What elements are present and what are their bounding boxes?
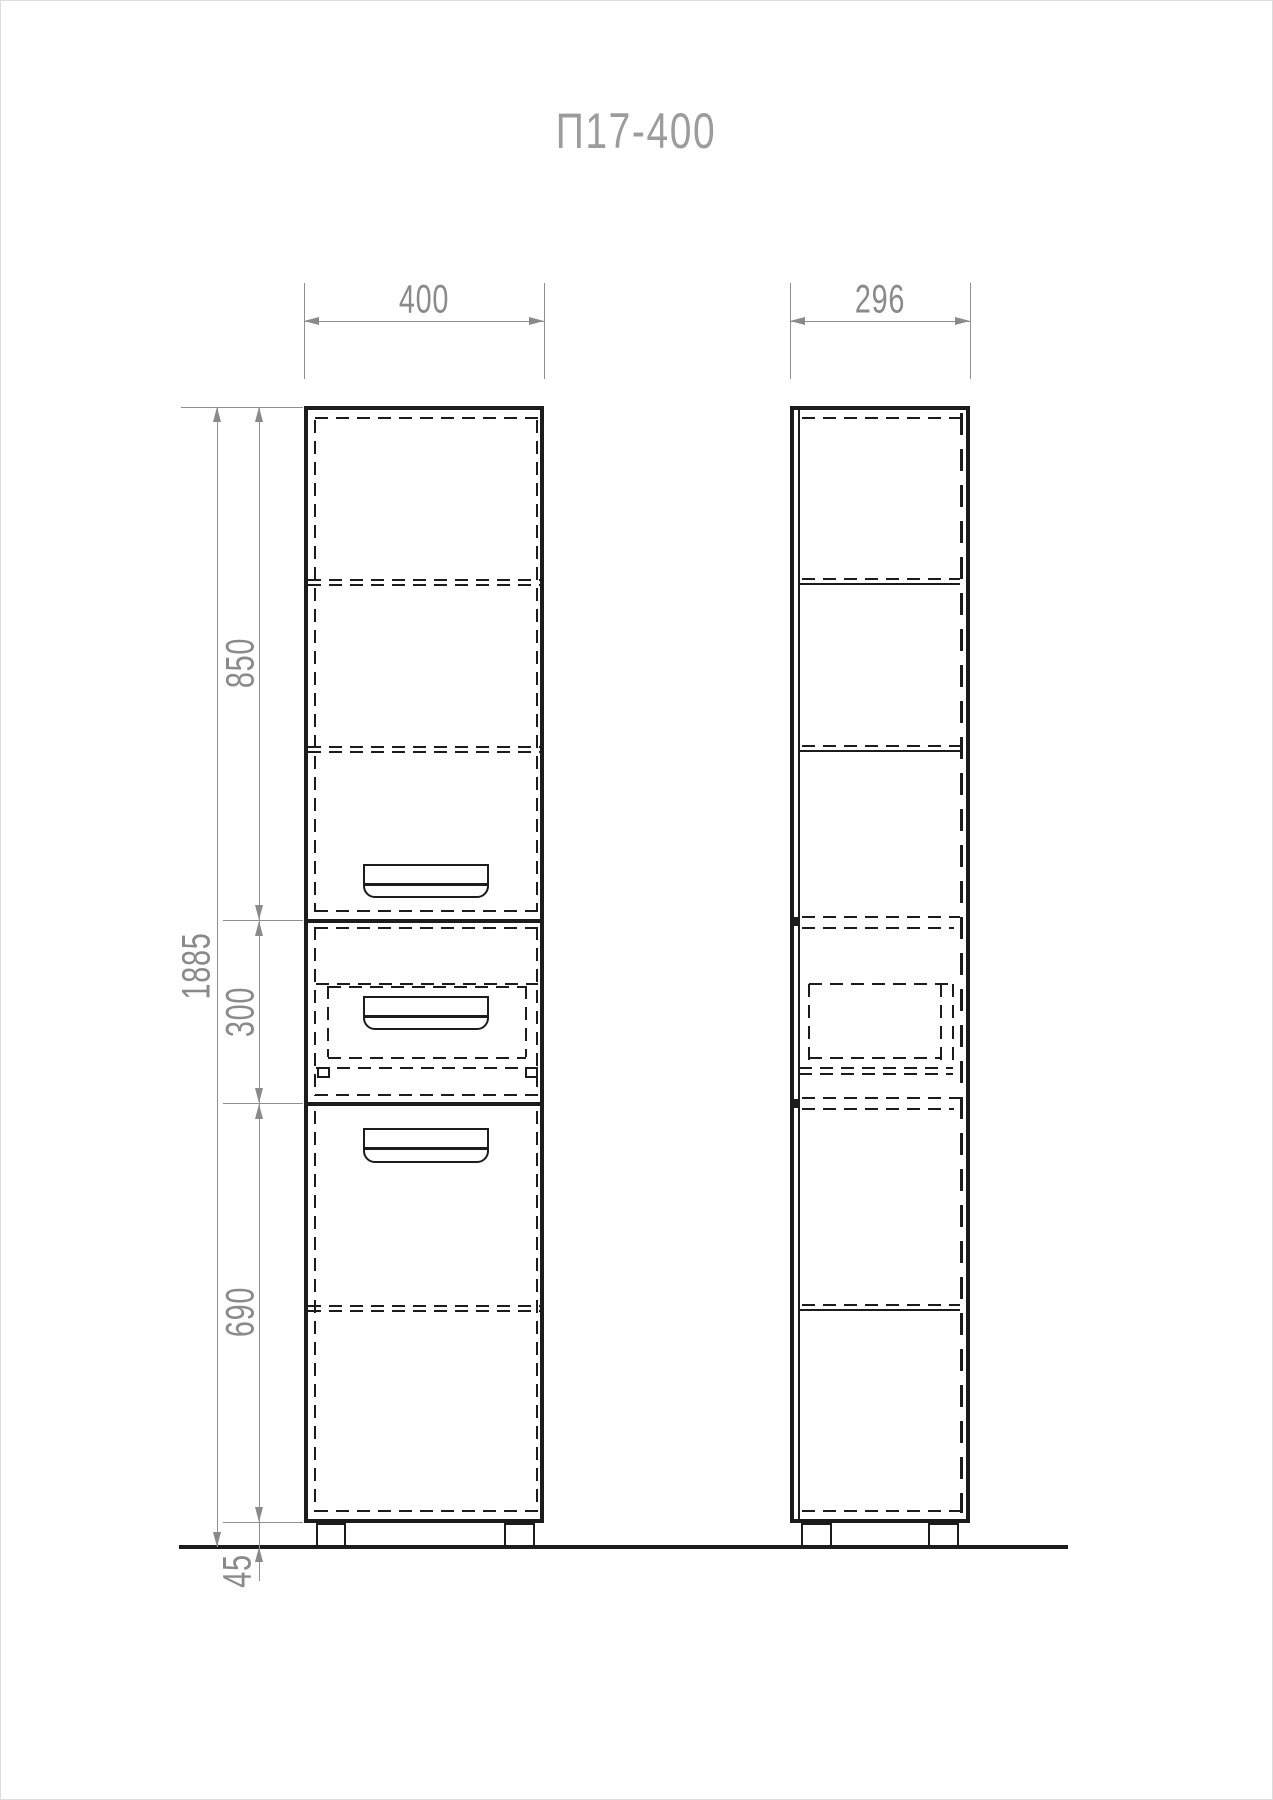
extension-line bbox=[544, 283, 545, 379]
side-drawer-hidden-front bbox=[952, 984, 954, 1068]
drawer-handle bbox=[363, 996, 489, 1030]
arrowhead bbox=[255, 1507, 263, 1522]
shelf-hidden-line bbox=[308, 584, 540, 586]
side-drawer-hidden-top bbox=[809, 983, 953, 985]
side-front-leg bbox=[801, 1523, 832, 1547]
shelf-hidden-line bbox=[308, 751, 540, 753]
extension-line bbox=[223, 1522, 303, 1523]
drawer-body-hidden-right bbox=[525, 986, 527, 1057]
top-door-hidden-edge-bottom bbox=[315, 910, 538, 912]
side-divider-hidden-line bbox=[802, 916, 960, 918]
dim-top-section-label: 850 bbox=[218, 637, 263, 689]
top-door-hidden-edge-left bbox=[314, 420, 316, 912]
extension-line bbox=[181, 407, 303, 408]
side-shelf-hidden-line bbox=[802, 745, 960, 747]
handle-groove-line bbox=[364, 883, 488, 886]
side-shelf-line bbox=[800, 583, 960, 585]
drawer-compartment-hidden-edge-left bbox=[314, 927, 316, 1096]
handle-groove-line bbox=[364, 1147, 488, 1150]
dim-bottom-section-label: 690 bbox=[218, 1286, 263, 1338]
extension-line bbox=[970, 283, 971, 379]
extension-line bbox=[790, 283, 791, 379]
arrowhead bbox=[255, 1088, 263, 1103]
side-divider-hidden-line bbox=[802, 927, 954, 929]
drawer-slide-hidden-line bbox=[316, 1067, 538, 1069]
arrowhead bbox=[304, 317, 319, 325]
arrowhead bbox=[790, 317, 805, 325]
side-cabinet-outline bbox=[790, 406, 970, 1523]
shelf-hidden-line bbox=[308, 1310, 540, 1312]
drawer-body-hidden-left bbox=[327, 986, 329, 1057]
arrowhead bbox=[213, 407, 221, 422]
drawer-front-hidden-top bbox=[316, 983, 538, 985]
top-door-handle bbox=[363, 864, 489, 898]
drawing-title: П17-400 bbox=[555, 103, 717, 159]
side-divider-hidden-line bbox=[802, 1097, 960, 1099]
arrowhead bbox=[529, 317, 544, 325]
front-cabinet-outline bbox=[304, 406, 544, 1523]
arrowhead bbox=[213, 1532, 221, 1547]
side-top-hidden-line bbox=[802, 417, 960, 419]
side-divider-hidden-line bbox=[802, 1108, 954, 1110]
arrowhead bbox=[955, 317, 970, 325]
arrowhead bbox=[255, 1104, 263, 1119]
front-bottom-divider bbox=[304, 1102, 544, 1106]
side-shelf-line bbox=[800, 750, 960, 752]
shelf-hidden-line bbox=[308, 1305, 540, 1307]
side-drawer-slide-hidden-line bbox=[799, 1073, 953, 1075]
front-left-leg bbox=[316, 1523, 346, 1547]
side-divider-edge-mark bbox=[790, 917, 800, 926]
dim-side-depth-label: 296 bbox=[854, 277, 906, 322]
side-back-leg bbox=[928, 1523, 959, 1547]
side-door-panel-edge bbox=[798, 410, 800, 1519]
arrowhead bbox=[255, 905, 263, 920]
extension-line bbox=[304, 283, 305, 379]
drawer-body-hidden-bottom bbox=[328, 1057, 526, 1059]
front-right-leg bbox=[504, 1523, 535, 1547]
drawer-body-hidden-top bbox=[328, 986, 526, 988]
handle-groove-line bbox=[364, 1015, 488, 1018]
arrowhead bbox=[255, 921, 263, 936]
dim-leg-height-label: 45 bbox=[215, 1554, 260, 1588]
side-divider-edge-mark bbox=[790, 1099, 800, 1108]
side-drawer-hidden-left bbox=[808, 984, 810, 1068]
side-bottom-hidden-line bbox=[802, 1510, 960, 1512]
drawer-runner-hidden-line bbox=[525, 1076, 538, 1078]
shelf-hidden-line bbox=[308, 579, 540, 581]
arrowhead bbox=[255, 407, 263, 422]
dim-drawer-section-label: 300 bbox=[218, 986, 263, 1038]
front-top-divider bbox=[304, 919, 544, 923]
extension-line bbox=[223, 1103, 303, 1104]
side-drawer-hidden-bottom bbox=[809, 1057, 941, 1059]
floor-line bbox=[179, 1545, 1068, 1549]
shelf-hidden-line bbox=[308, 746, 540, 748]
bottom-door-hidden-edge-bottom bbox=[315, 1510, 538, 1512]
drawer-runner-hidden-line bbox=[317, 1076, 330, 1078]
dim-front-width-label: 400 bbox=[398, 277, 450, 322]
side-shelf-line bbox=[800, 1309, 960, 1311]
extension-line bbox=[223, 920, 303, 921]
drawer-compartment-hidden-edge-bottom bbox=[315, 1094, 538, 1096]
side-shelf-hidden-line bbox=[802, 1304, 960, 1306]
top-door-hidden-edge-right bbox=[536, 420, 538, 912]
drawer-compartment-hidden-edge-top bbox=[315, 927, 538, 929]
side-shelf-hidden-line bbox=[802, 578, 960, 580]
side-drawer-hidden-right bbox=[940, 984, 942, 1068]
dim-total-height-label: 1885 bbox=[174, 932, 219, 1000]
side-back-hidden-line bbox=[960, 413, 963, 1513]
bottom-door-handle bbox=[363, 1128, 489, 1163]
top-door-hidden-edge-top bbox=[315, 417, 538, 419]
side-drawer-slide-hidden-line bbox=[799, 1067, 953, 1069]
